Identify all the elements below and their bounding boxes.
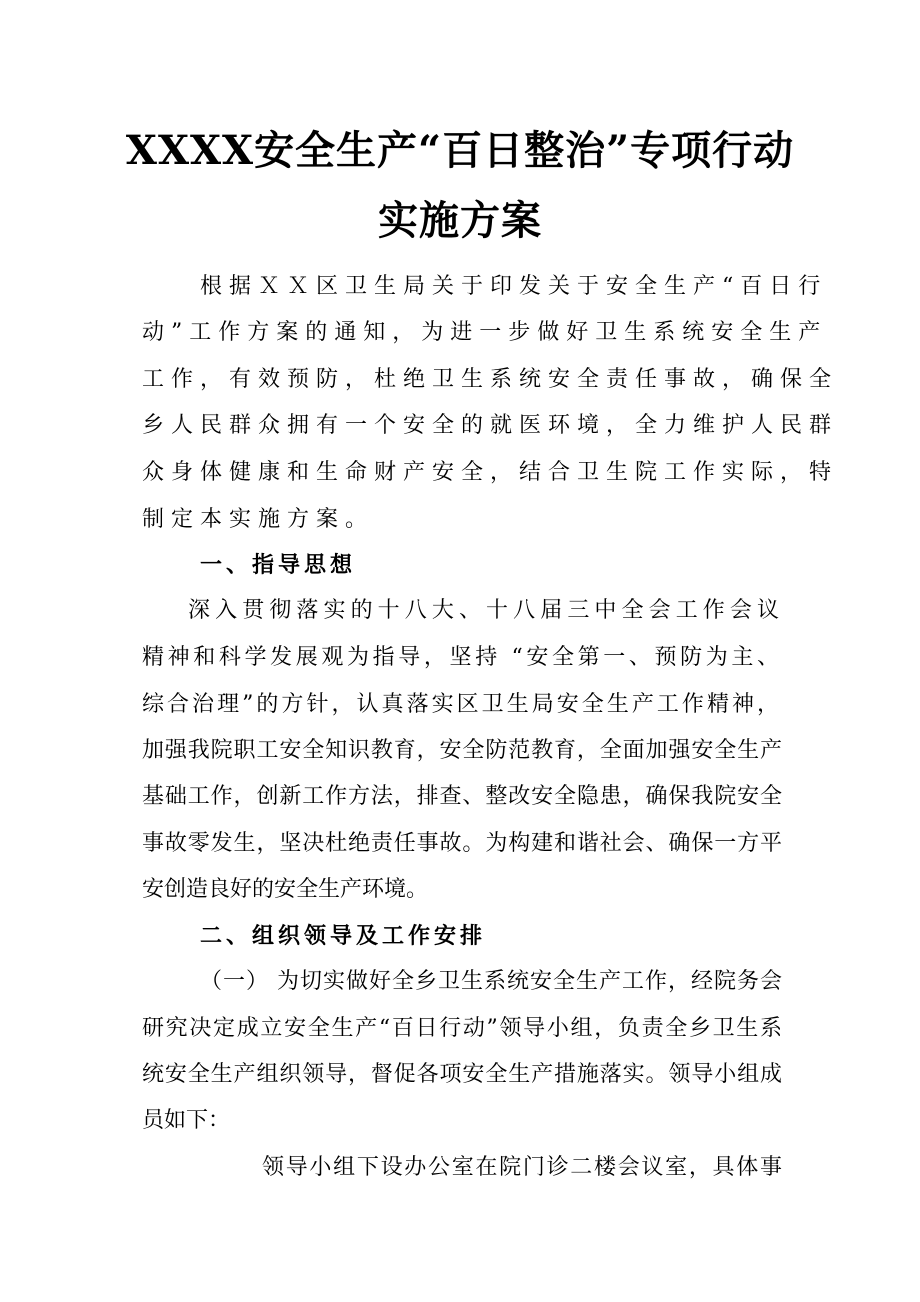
intro-line: 制定本实施方案。 [142, 507, 375, 532]
section1-line: 加强我院职工安全知识教育，安全防范教育，全面加强安全生产 [142, 738, 782, 763]
section2-line: 员如下： [142, 1108, 231, 1133]
intro-line: 工作，有效预防，杜绝卫生系统安全责任事故，确保全 [142, 367, 839, 392]
section-heading-organization: 二、组织领导及工作安排 [200, 924, 487, 949]
intro-line: 乡人民群众拥有一个安全的就医环境，全力维护人民群 [142, 413, 839, 438]
intro-line: 动”工作方案的通知，为进一步做好卫生系统安全生产 [142, 320, 828, 345]
section2-line: 研究决定成立安全生产“百日行动”领导小组，负责全乡卫生系 [142, 1016, 782, 1041]
section2-line: 统安全生产组织领导，督促各项安全生产措施落实。领导小组成 [142, 1062, 782, 1087]
section1-line: 事故零发生，坚决杜绝责任事故。为构建和谐社会、确保一方平 [142, 831, 782, 856]
section2-line: （一） 为切实做好全乡卫生系统安全生产工作，经院务会 [200, 969, 782, 994]
section1-line: 基础工作，创新工作方法，排查、整改安全隐患，确保我院安全 [142, 784, 782, 809]
section-heading-guiding-ideology: 一、指导思想 [200, 553, 357, 578]
section1-line: 综合治理”的方针，认真落实区卫生局安全生产工作精神， [142, 692, 782, 717]
document-title-line1: XXXX安全生产“百日整治”专项行动 [125, 127, 795, 174]
document-title-line2: 实施方案 [378, 197, 542, 244]
intro-line: 根据ＸＸ区卫生局关于印发关于安全生产“百日行 [200, 274, 828, 299]
intro-line: 众身体健康和生命财产安全，结合卫生院工作实际，特 [142, 460, 839, 485]
section1-line: 精神和科学发展观为指导，坚持 “安全第一、预防为主、 [142, 645, 782, 670]
section2-line: 领导小组下设办公室在院门诊二楼会议室，具体事 [262, 1155, 782, 1180]
section1-line: 深入贯彻落实的十八大、十八届三中全会工作会议 [188, 598, 782, 623]
section1-line: 安创造良好的安全生产环境。 [142, 877, 429, 902]
